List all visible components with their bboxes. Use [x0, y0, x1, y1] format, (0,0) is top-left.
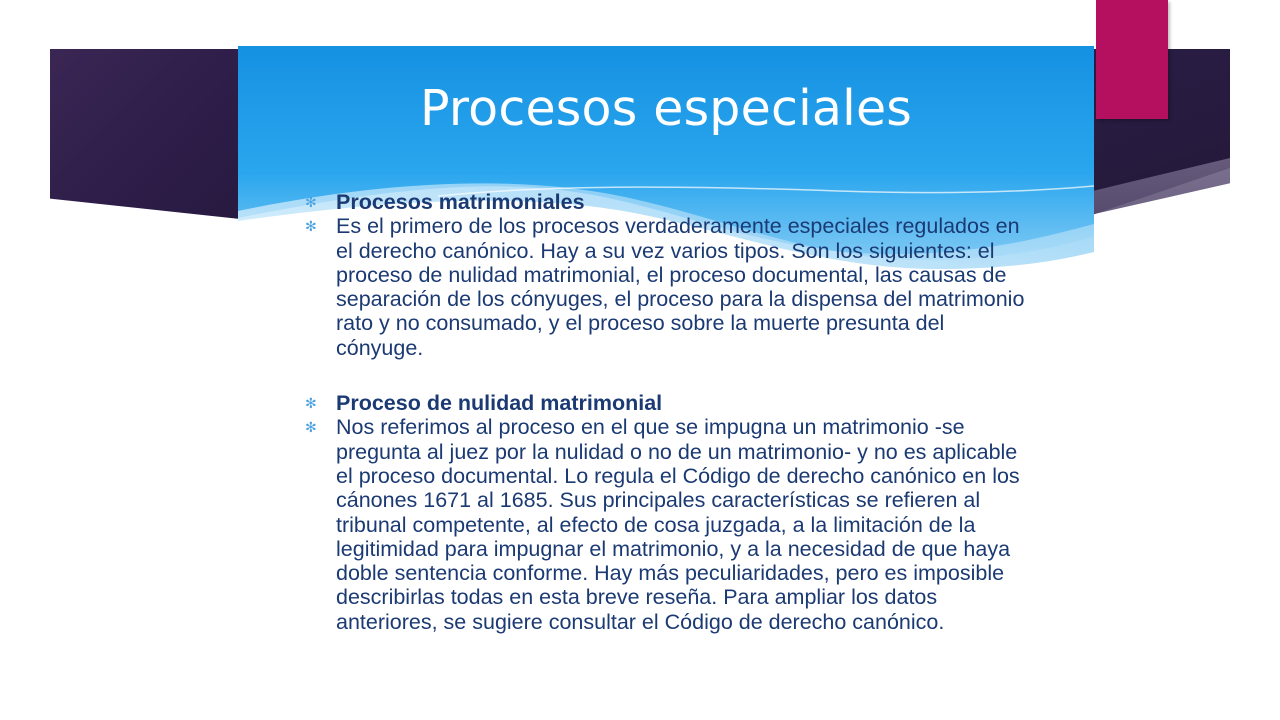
bullet-asterisk-icon: ✻	[305, 420, 317, 437]
section-body-proceso-de-nulidad	[305, 415, 1035, 634]
section-list-2	[305, 391, 1035, 634]
accent-bar	[1096, 0, 1168, 119]
decorative-band-left	[50, 49, 240, 219]
section-heading-procesos-matrimoniales	[305, 190, 1035, 214]
bullet-asterisk-icon: ✻	[305, 219, 317, 236]
section-body-text: Es el primero de los procesos verdaderamente especiales regulados en el derecho canónico. Hay a su vez varios tipos. Son los siguientes: el proceso de nulidad matrimonial, el proceso documental, las causas de separación de los cónyuges, el proceso para la dispensa del matrimonio rato y no consumado, y el proceso sobre la muerte presunta del cónyuge.	[336, 214, 1025, 360]
slide-title: Procesos especiales	[419, 80, 913, 137]
bullet-asterisk-icon: ✻	[305, 195, 317, 211]
section-heading-text: Procesos matrimoniales	[336, 190, 585, 214]
slide-content	[305, 190, 1035, 634]
section-list-1	[305, 190, 1035, 360]
bullet-asterisk-icon: ✻	[305, 396, 317, 413]
section-body-text: Nos referimos al proceso en el que se impugna un matrimonio -se pregunta al juez por la nulidad o no de un matrimonio- y no es aplicable el proceso documental. Lo regula el Código de derecho canónico en los cánones 1671 al 1685. Sus principales características se refieren al tribunal competente, al efecto de cosa juzgada, a la limitación de la legitimidad para impugnar el matrimonio, y a la necesidad de que haya doble sentencia conforme. Hay más peculiaridades, pero es imposible describirlas todas en esta breve reseña. Para ampliar los datos anteriores, se sugiere consultar el Código de derecho canónico.	[336, 415, 1020, 634]
section-heading-text: Proceso de nulidad matrimonial	[336, 391, 663, 416]
section-heading-proceso-de-nulidad	[305, 391, 1035, 415]
section-body-procesos-matrimoniales	[305, 214, 1035, 360]
section-spacer	[305, 360, 1035, 391]
